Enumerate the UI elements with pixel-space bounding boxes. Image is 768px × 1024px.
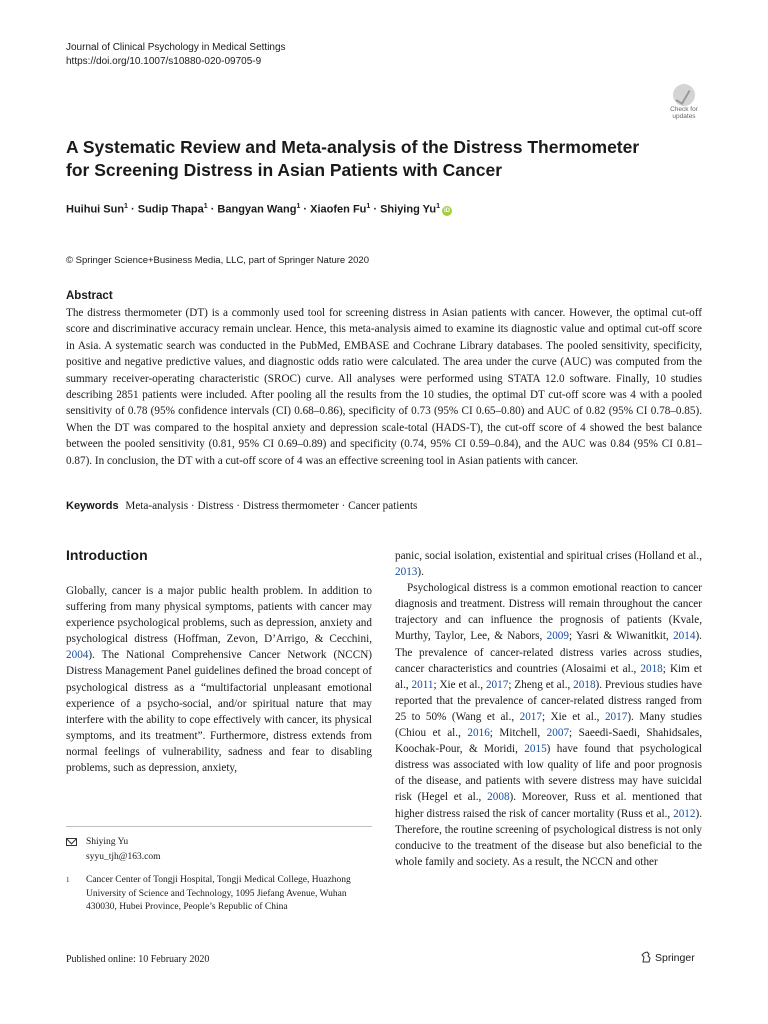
citation-link[interactable]: 2013	[395, 566, 418, 579]
copyright: © Springer Science+Business Media, LLC, part of Springer Nature 2020	[66, 255, 369, 266]
author-name[interactable]: Shiying Yu	[380, 203, 437, 216]
author-affiliation-number: 1	[124, 203, 128, 210]
citation-link[interactable]: 2018	[640, 662, 663, 675]
citation-link[interactable]: 2009	[546, 630, 569, 643]
citation-link[interactable]: 2017	[485, 678, 509, 691]
title-line-2: for Screening Distress in Asian Patients with Cancer	[66, 160, 503, 180]
citation-link[interactable]: 2007	[546, 727, 570, 740]
affiliation-text: Cancer Center of Tongji Hospital, Tongji Medical College, Huazhong University of Science and Technology, 1095 Jiefang Avenue, Wuhan 430030, Hubei Province, People’s Republic of China	[86, 875, 351, 912]
intro-paragraph-1: Globally, cancer is a major public health problem. In addition to suffering from many physical symptoms, patients with cancer may experience psychological problems, such as depression, anxiety and psychological distress (Hoffman, Zevon, D’Arrigo, & Cecchini, 2004). The National Comprehensive Cancer Network (NCCN) Distress Management Panel guidelines defined the broad concept of psychological distress as a “multifactorial unpleasant emotional experience of a psycho-social, and/or spiritual nature that may interfere with the ability to cope effectively with cancer, its physical symptoms, and its treatment”. Furthermore, distress extends from normal feelings of vulnerability, sadness and fear to disabling problems, such as depression, anxiety,	[66, 585, 372, 775]
author-affiliation-number: 1	[436, 203, 441, 210]
title-line-1: A Systematic Review and Meta-analysis of the Distress Thermometer	[66, 137, 640, 157]
keywords-heading: Keywords	[66, 500, 119, 512]
citation-link[interactable]: 2004	[66, 649, 89, 662]
contact-name: Shiying Yu	[86, 837, 129, 847]
envelope-icon	[66, 838, 77, 846]
intro-left-column	[66, 583, 372, 776]
author-affiliation-number: 1	[366, 203, 371, 210]
citation-link[interactable]: 2008	[487, 791, 510, 804]
author-list	[66, 203, 452, 216]
doi-link[interactable]: https://doi.org/10.1007/s10880-020-09705-9	[66, 56, 262, 67]
publisher-name: Springer	[655, 952, 695, 964]
author-affiliation-number: 1	[203, 203, 208, 210]
citation-link[interactable]: 2018	[573, 678, 596, 691]
author-separator: ·	[370, 203, 381, 216]
citation-link[interactable]: 2017	[604, 710, 628, 723]
keywords	[66, 500, 417, 512]
springer-horse-icon	[640, 951, 652, 963]
journal-header	[66, 41, 286, 69]
intro-paragraph-2: Psychological distress is a common emotional reaction to cancer diagnosis and treatment. Distress will remain throughout the cancer trajectory and can influence the prognosis of patients (Kvale, Murthy, Taylor, Lee, & Nabors, 2009; Yasri & Wiwanitkit, 2014). The prevalence of cancer-related distress varies across studies, cancer characteristics and countries (Alosaimi et al., 2018; Kim et al., 2011; Xie et al., 2017; Zheng et al., 2018). Previous studies have reported that the prevalence of cancer-related distress ranged from 25 to 50% (Wang et al., 2017; Xie et al., 2017). Many studies (Chiou et al., 2016; Mitchell, 2007; Saeedi-Saedi, Shahidsales, Koochak-Pour, & Moridi, 2015) have found that psychological distress was associated with low quality of life and poor prognosis of the disease, and patients with severe distress may have suicidal risk (Hegel et al., 2008). Moreover, Russ et al. mentioned that higher distress raised the risk of cancer mortality (Russ et al., 2012). Therefore, the routine screening of psychological distress is not only conducive to the treatment of the disease but also beneficial to the whole family and society. As a result, the NCCN and other	[395, 582, 703, 868]
introduction-heading: Introduction	[66, 547, 148, 563]
abstract-text: The distress thermometer (DT) is a commonly used tool for screening distress in Asian patients with cancer. However, the optimal cut-off score and discriminative accuracy remain unclear. Hence, this meta-analysis aimed to examine its diagnostic value and optimal cut-off score in Asia. A systematic search was conducted in the PubMed, EMBASE and Cochrane Library databases. The pooled sensitivity, specificity, positive and negative predictive values, and diagnostic odds ratio were calculated. The area under the curve (AUC) was computed from the summary receiver-operating characteristic (SROC) curve. All analyses were performed using STATA 12.0 software. Finally, 10 studies describing 2851 patients were included. After pooling all the results from the 10 studies, the optimal DT cut-off score was 4 with a pooled sensitivity of 0.78 (95% confidence intervals (CI) 0.68–0.86), specificity of 0.73 (95% CI 0.65–0.80) and AUC of 0.82 (95% CI 0.78–0.85). When the DT was compared to the hospital anxiety and depression scale-total (HADS-T), the cut-off score of 4 showed the best balance between the pooled sensitivity (0.81, 95% CI 0.69–0.89) and specificity (0.74, 95% CI 0.59–0.84), and the AUC was 0.84 (95% CI 0.81–0.87). In conclusion, the DT with a cut-off score of 4 was an effective screening tool in Asian patients with cancer.	[66, 307, 702, 467]
keywords-text: Meta-analysis · Distress · Distress thermometer · Cancer patients	[125, 500, 418, 512]
author-name[interactable]: Huihui Sun	[66, 203, 125, 216]
citation-link[interactable]: 2016	[467, 727, 490, 740]
author-name[interactable]: Xiaofen Fu	[310, 203, 367, 216]
intro-paragraph-1-cont: panic, social isolation, existential and spiritual crises (Holland et al., 2013).	[395, 550, 702, 579]
paper-title	[66, 136, 666, 182]
check-for-updates-badge[interactable]	[664, 84, 704, 124]
orcid-icon[interactable]: iD	[444, 207, 451, 214]
author-separator: ·	[127, 203, 138, 216]
badge-line1: Check for	[670, 106, 698, 113]
author-affiliation-number: 1	[296, 203, 301, 210]
citation-link[interactable]: 2011	[411, 678, 434, 691]
citation-link[interactable]: 2012	[673, 807, 696, 820]
badge-line2: updates	[672, 113, 696, 120]
abstract-heading: Abstract	[66, 290, 113, 302]
check-for-updates-icon	[673, 84, 695, 106]
affiliation-number: 1	[66, 876, 70, 884]
author-separator: ·	[300, 203, 311, 216]
footnote-divider	[66, 826, 372, 827]
citation-link[interactable]: 2017	[519, 710, 542, 723]
author-name[interactable]: Sudip Thapa	[137, 203, 204, 216]
published-date: Published online: 10 February 2020	[66, 954, 210, 965]
contact-email[interactable]: syyu_tjh@163.com	[86, 851, 161, 862]
author-name[interactable]: Bangyan Wang	[217, 203, 297, 216]
publisher-logo[interactable]	[640, 951, 695, 964]
journal-name: Journal of Clinical Psychology in Medical Settings	[66, 42, 286, 53]
citation-link[interactable]: 2014	[673, 630, 696, 643]
citation-link[interactable]: 2015	[524, 743, 547, 756]
intro-right-column	[395, 548, 702, 870]
author-separator: ·	[207, 203, 218, 216]
